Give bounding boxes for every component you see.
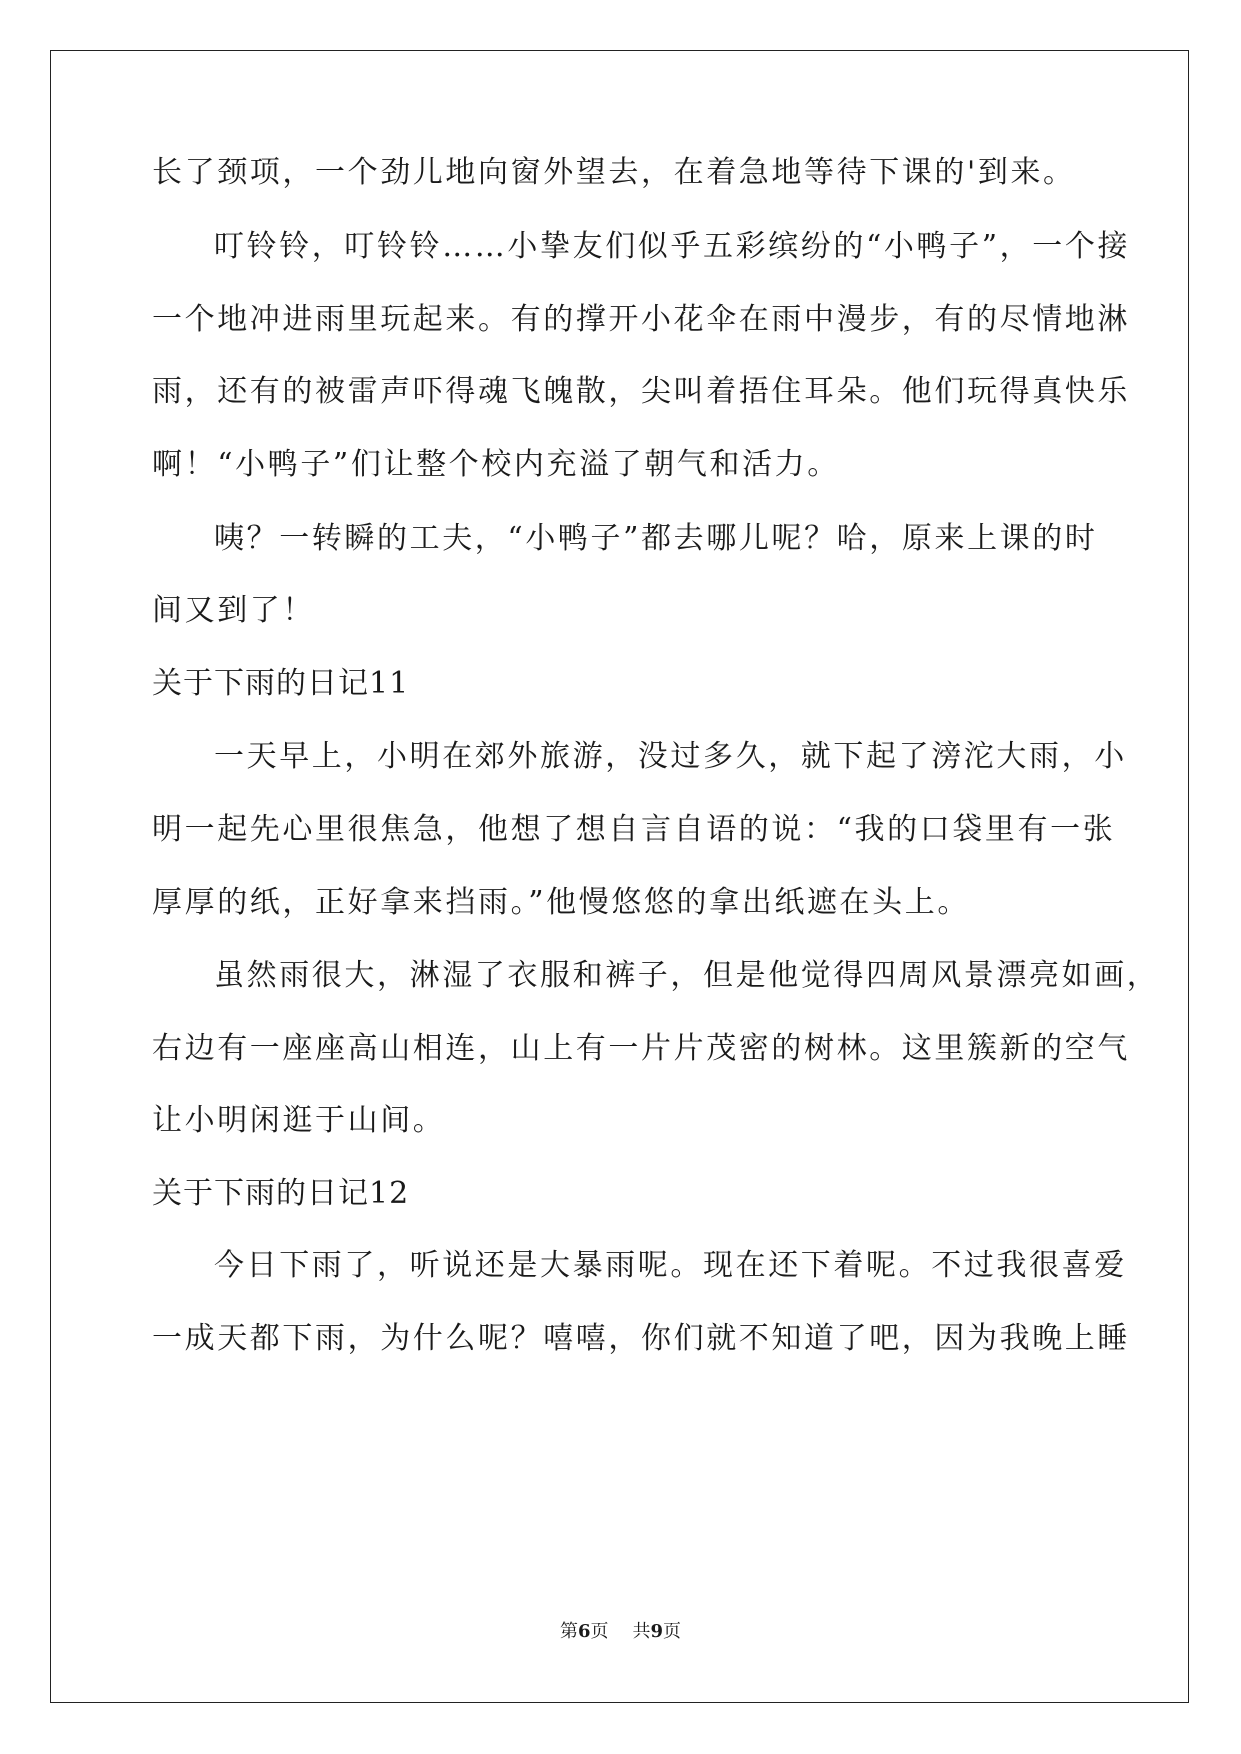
total-suffix: 页	[663, 1621, 682, 1642]
paragraph-line: 长了颈项，一个劲儿地向窗外望去，在着急地等待下课的'到来。	[152, 155, 1076, 190]
paragraph-line: 雨，还有的被雷声吓得魂飞魄散，尖叫着捂住耳朵。他们玩得真快乐	[152, 374, 1130, 409]
paragraph-line: 让小明闲逛于山间。	[152, 1103, 446, 1138]
paragraph-line: 啊！“小鸭子”们让整个校内充溢了朝气和活力。	[152, 447, 840, 482]
page-suffix: 页	[590, 1621, 609, 1642]
paragraph-line: 一成天都下雨，为什么呢？嘻嘻，你们就不知道了吧，因为我晚上睡	[152, 1321, 1130, 1356]
paragraph-line: 右边有一座座高山相连，山上有一片片茂密的树林。这里簇新的空气	[152, 1031, 1130, 1066]
paragraph-line: 厚厚的纸，正好拿来挡雨。”他慢悠悠的拿出纸遮在头上。	[152, 885, 970, 920]
total-prefix: 共	[632, 1621, 651, 1642]
page-prefix: 第	[559, 1621, 578, 1642]
paragraph-line: 间又到了！	[152, 593, 315, 628]
paragraph-line: 咦？一转瞬的工夫，“小鸭子”都去哪儿呢？哈，原来上课的时	[214, 521, 1098, 556]
page-total-number: 9	[650, 1621, 664, 1642]
page-footer	[0, 1620, 1241, 1644]
paragraph-line: 明一起先心里很焦急，他想了想自言自语的说：“我的口袋里有一张	[152, 812, 1116, 847]
page-border	[50, 50, 1189, 1703]
section-heading: 关于下雨的日记12	[152, 1176, 410, 1211]
paragraph-line: 叮铃铃，叮铃铃……小挚友们似乎五彩缤纷的“小鸭子”，一个接	[214, 229, 1131, 264]
section-heading: 关于下雨的日记11	[152, 666, 410, 701]
paragraph-line: 今日下雨了，听说还是大暴雨呢。现在还下着呢。不过我很喜爱	[214, 1248, 1127, 1283]
page-current-number: 6	[577, 1621, 591, 1642]
paragraph-line: 一天早上，小明在郊外旅游，没过多久，就下起了滂沱大雨，小	[214, 739, 1127, 774]
paragraph-line: 一个地冲进雨里玩起来。有的撑开小花伞在雨中漫步，有的尽情地淋	[152, 302, 1130, 337]
paragraph-line: 虽然雨很大，淋湿了衣服和裤子，但是他觉得四周风景漂亮如画，	[214, 958, 1160, 993]
